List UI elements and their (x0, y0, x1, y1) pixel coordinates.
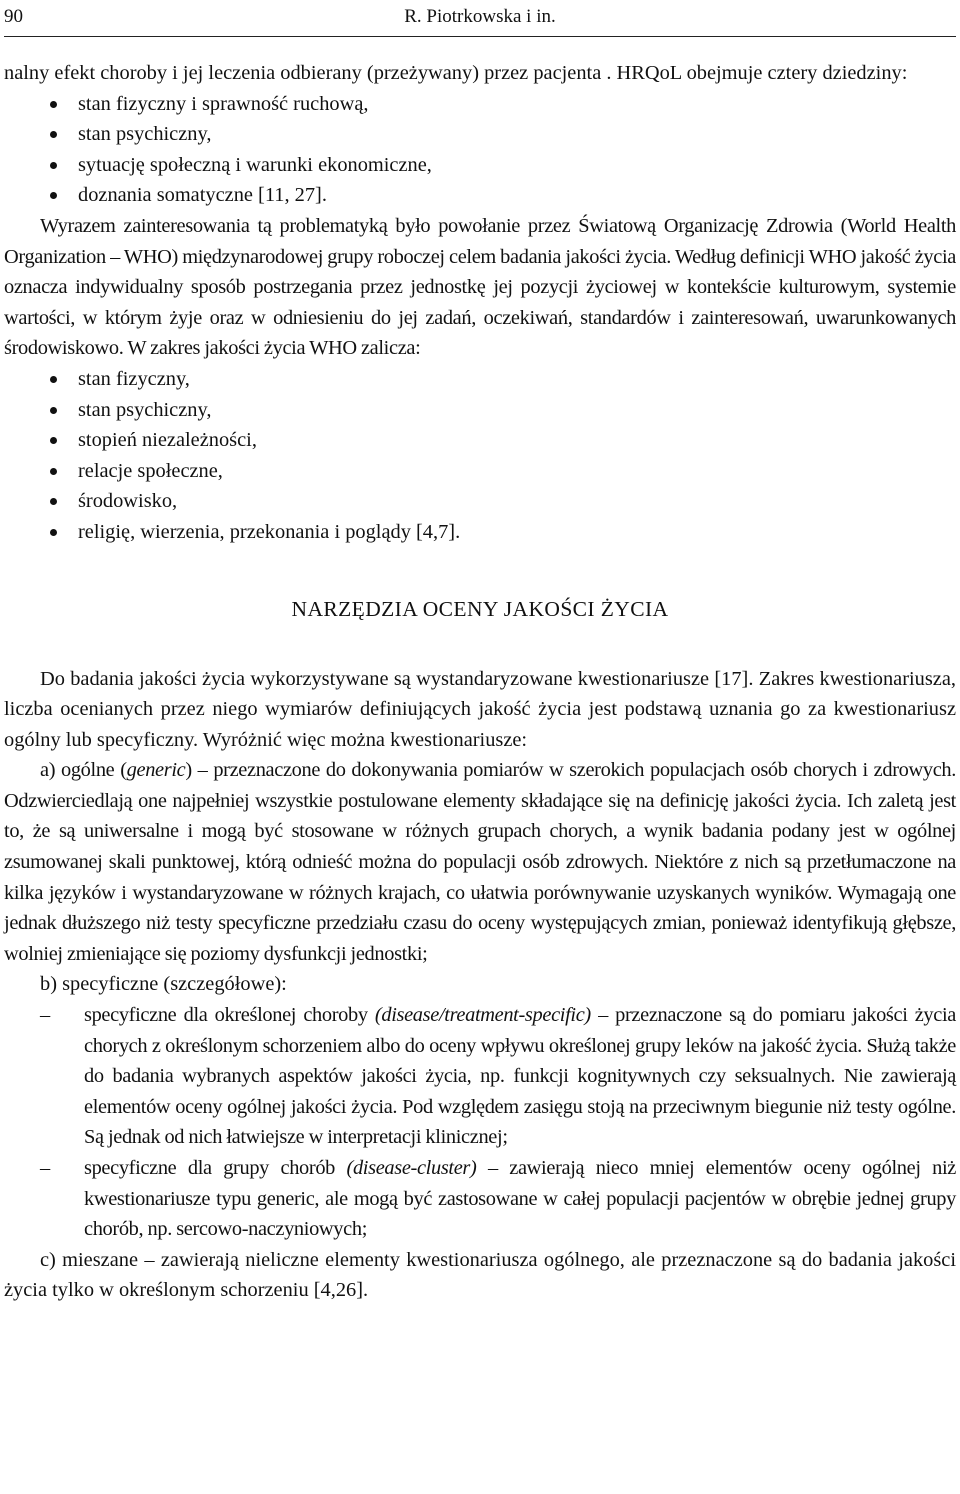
dash-marker: – (40, 1157, 50, 1179)
item-a-lead: a) ogólne ( (40, 759, 127, 782)
section-heading: NARZĘDZIA OCENY JAKOŚCI ŻYCIA (291, 596, 669, 621)
list-item: stan psychiczny, (4, 395, 956, 426)
page-number: 90 (4, 6, 23, 27)
list-item: relacje społeczne, (4, 456, 956, 487)
article-body (4, 58, 956, 1306)
list-item: stan fizyczny, (4, 364, 956, 395)
item-c-mixed: c) mieszane – zawierają nieliczne elementy kwestionariusza ogólnego, ale przeznaczone są do badania jakości życia tylko w określonym schorzeniu [4,26]. (4, 1248, 956, 1302)
list-item: doznania somatyczne [11, 27]. (4, 180, 956, 211)
paragraph-who-definition: Wyrazem zainteresowania tą problematyką było powołanie przez Światową Organizację Zdrowia (World Health Organization – WHO) międzynarodowej grupy roboczej celem badania jakości życia. Według definicji WHO jakość życia oznacza indywidualny sposób postrzegania przez jednostkę jej pozycji życiowej w kontekście kulturowym, systemie wartości, w którym żyje oraz w odniesieniu do jej zadań, oczekiwań, standardów i zainteresowań, uwarunkowanych środowiskowo. W zakres jakości życia WHO zalicza: (4, 214, 956, 360)
item-a-generic (4, 755, 956, 969)
item-a-term: generic (126, 759, 186, 782)
sub2-text: – zawierają nieco mniej elementów oceny ogólnej niż kwestionariusze typu generic, ale mogą być zastosowane w całej populacji pacjentów w obrębie jednej grupy chorób, np. sercowo-naczyniowych; (84, 1157, 957, 1241)
sub1-lead: specyficzne dla określonej choroby (84, 1004, 375, 1027)
item-b-sublist (4, 1000, 956, 1245)
who-domains-list (4, 364, 956, 548)
list-item: religię, wierzenia, przekonania i poglądy [4,7]. (4, 517, 956, 548)
sub2-term: (disease-cluster) (346, 1157, 477, 1179)
paragraph-tools-intro: Do badania jakości życia wykorzystywane są wystandaryzowane kwestionariusze [17]. Zakres kwestionariusza, liczba ocenianych przez niego wymiarów definiujących jakość życia jest podstawą uznania go za kwestionariusz ogólny lub specyficzny. Wyróżnić więc można kwestionariusze: (4, 667, 956, 751)
item-a-text: ) – przeznaczone do dokonywania pomiarów w szerokich populacjach osób chorych i zdrowych. Odzwierciedlają one najpełniej wszystkie postulowane elementy składające się na definicję jakości życia. Ich zaletą jest to, że są uniwersalne i mogą być stosowane w różnych grupach chorych, a wynik badania podany jest w ogólnej zsumowanej skali punktowej, którą odnieść można do populacji osób zdrowych. Niektóre z nich są przetłumaczone na kilka języków i wystandaryzowane w różnych krajach, co ułatwia porównywanie uzyskanych wyników. Wymagają one jednak dłuższego niż testy specyficzne przedziału czasu do oceny występujących zmian, ponieważ identyfikują głębsze, wolniej zmieniające się poziomy dysfunkcji jednostki; (4, 759, 956, 965)
sub1-text: – przeznaczone są do pomiaru jakości życia chorych z określonym schorzeniem albo do oceny wpływu określonej grupy leków na jakość życia. Służą także do badania wybranych aspektów jakości życia, np. funkcji kognitywnych czy seksualnych. Nie zawierają elementów oceny ogólnej jakości życia. Pod względem zasięgu stoją na przeciwnym biegunie niż testy ogólne. Są jednak od nich łatwiejsze w interpretacji klinicznej; (84, 1004, 956, 1149)
running-header (4, 2, 956, 32)
list-item: stopień niezależności, (4, 425, 956, 456)
sub1-term: (disease/treatment-specific) (374, 1004, 591, 1027)
item-b-label: b) specyficzne (szczegółowe): (40, 973, 287, 996)
list-item (4, 1000, 956, 1153)
list-item: środowisko, (4, 486, 956, 517)
sub2-lead: specyficzne dla grupy chorób (84, 1157, 347, 1179)
list-item: sytuację społeczną i warunki ekonomiczne, (4, 150, 956, 181)
hrqol-domains-list (4, 89, 956, 211)
list-item (4, 1153, 956, 1245)
running-author: R. Piotrkowska i in. (404, 6, 556, 27)
list-item: stan psychiczny, (4, 119, 956, 150)
header-rule (4, 36, 956, 37)
paragraph-hrqol: nalny efekt choroby i jej leczenia odbierany (przeżywany) przez pacjenta . HRQoL obejmuje cztery dziedziny: (4, 62, 908, 84)
list-item: stan fizyczny i sprawność ruchową, (4, 89, 956, 120)
dash-marker: – (40, 1004, 50, 1027)
